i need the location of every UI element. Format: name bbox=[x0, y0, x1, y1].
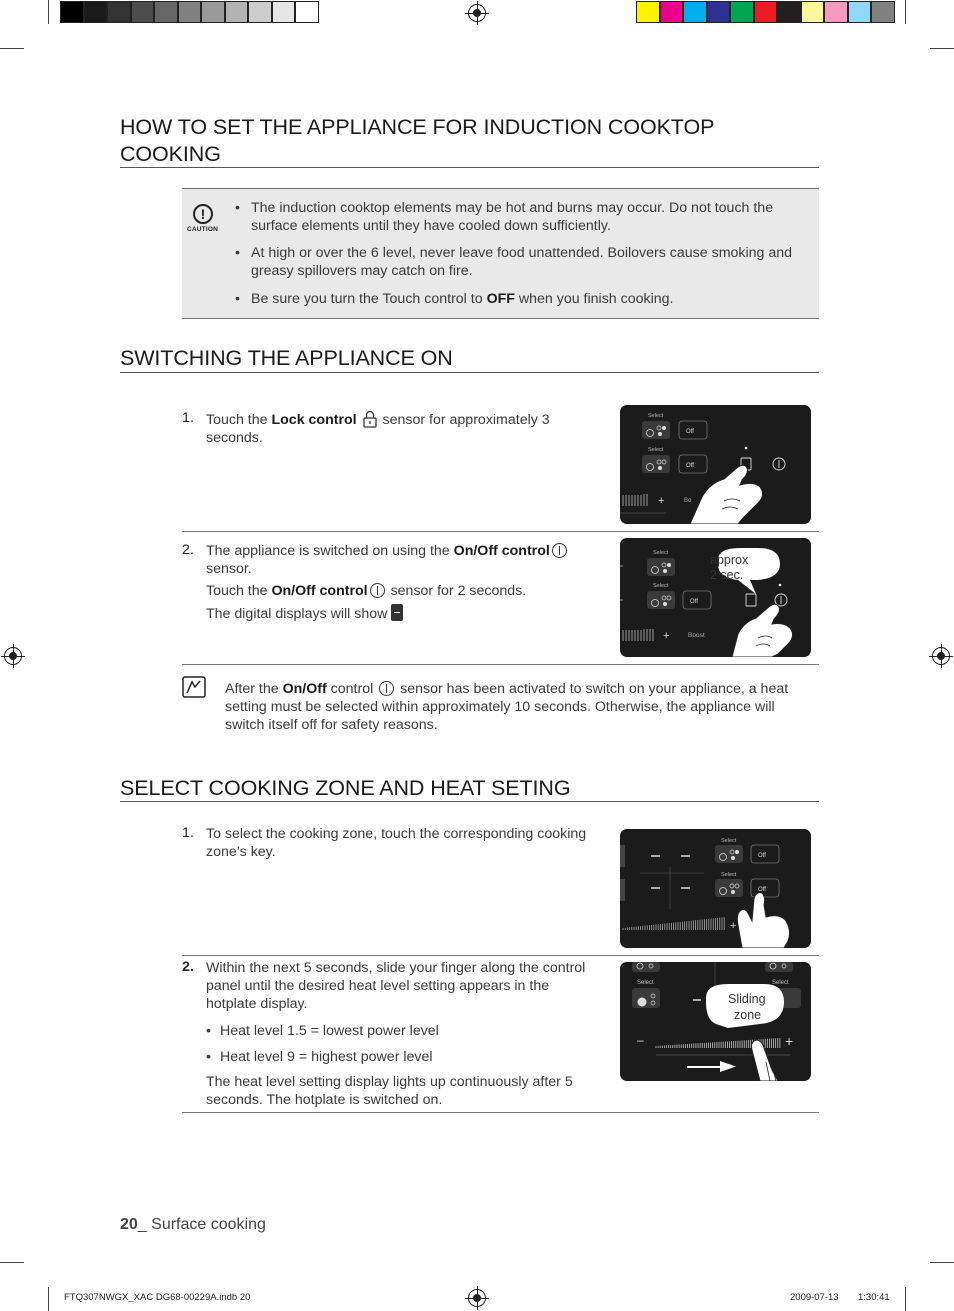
page-number: 20 bbox=[120, 1216, 138, 1233]
title-divider bbox=[120, 167, 819, 168]
registration-mark-icon bbox=[932, 647, 950, 665]
color-swatch bbox=[660, 1, 684, 23]
color-swatch bbox=[824, 1, 848, 23]
color-swatch bbox=[272, 1, 296, 23]
caution-item: • Be sure you turn the Touch control to OFF when you finish cooking. bbox=[235, 291, 674, 307]
panel-off-label: Off bbox=[758, 887, 766, 893]
panel-select-label: Select bbox=[653, 583, 669, 589]
color-swatch bbox=[801, 1, 825, 23]
control-panel-slider-image bbox=[620, 962, 811, 1081]
crop-mark bbox=[930, 48, 954, 49]
panel-off-label: Off bbox=[686, 429, 694, 435]
crop-mark bbox=[48, 0, 49, 24]
page-footer-label: _ Surface cooking bbox=[137, 1216, 266, 1233]
callout-zone: zone bbox=[734, 1008, 762, 1022]
panel-select-label: Select bbox=[648, 447, 664, 453]
caution-item: • The induction cooktop elements may be hot and burns may occur. Do not touch the surface elements until they have cooled down sufficiently. bbox=[235, 200, 774, 234]
control-panel-onoff-image bbox=[620, 538, 811, 657]
color-swatch bbox=[225, 1, 249, 23]
control-panel-lock-image bbox=[620, 405, 811, 524]
panel-off-label: Off bbox=[690, 599, 698, 605]
heat-level-item: • Heat level 9 = highest power level bbox=[206, 1049, 433, 1065]
crop-mark bbox=[0, 1262, 24, 1263]
crop-mark bbox=[48, 1287, 49, 1311]
slug-time: 1:30:41 bbox=[858, 1292, 890, 1303]
crop-mark bbox=[930, 1262, 954, 1263]
step-number: 2. bbox=[182, 959, 194, 975]
section-heading: SWITCHING THE APPLIANCE ON bbox=[120, 346, 453, 370]
color-swatch bbox=[707, 1, 731, 23]
color-swatch bbox=[295, 1, 319, 23]
slug-file: FTQ307NWGX_XAC DG68-00229A.indb 20 bbox=[64, 1292, 251, 1303]
callout-duration: 2 sec. bbox=[710, 568, 744, 582]
panel-select-label: Select bbox=[653, 550, 669, 556]
color-swatch bbox=[154, 1, 178, 23]
color-swatch bbox=[201, 1, 225, 23]
step-divider bbox=[182, 955, 819, 956]
step-number: 1 bbox=[182, 410, 190, 426]
svg-text:+: + bbox=[730, 920, 737, 932]
panel-off-label: Off bbox=[686, 463, 694, 469]
svg-text:+: + bbox=[658, 495, 665, 507]
color-swatch bbox=[871, 1, 895, 23]
caution-icon: ! bbox=[193, 204, 213, 224]
color-swatch bbox=[636, 1, 660, 23]
color-swatch bbox=[60, 1, 84, 23]
panel-boost-label: Boost bbox=[688, 632, 705, 639]
svg-text:+: + bbox=[785, 1033, 794, 1049]
step-divider bbox=[182, 531, 819, 532]
color-swatch bbox=[730, 1, 754, 23]
color-swatch bbox=[754, 1, 778, 23]
step-text: To select the cooking zone, touch the corresponding cooking zone’s key. bbox=[206, 826, 587, 860]
color-swatch bbox=[848, 1, 872, 23]
section-divider bbox=[120, 801, 819, 802]
callout-sliding: Sliding bbox=[728, 992, 766, 1006]
step-divider bbox=[182, 1112, 819, 1113]
step-number: 2 bbox=[182, 542, 190, 558]
page-footer bbox=[120, 1216, 266, 1234]
lock-icon bbox=[363, 410, 377, 428]
svg-text:–: – bbox=[637, 1033, 644, 1047]
svg-text:+: + bbox=[663, 630, 670, 642]
section-heading: SELECT COOKING ZONE AND HEAT SETING bbox=[120, 776, 571, 800]
heat-level-item: • Heat level 1.5 = lowest power level bbox=[206, 1023, 439, 1039]
panel-select-label: Select bbox=[637, 980, 654, 986]
step-text: The digital displays will show bbox=[206, 604, 606, 623]
color-swatch bbox=[248, 1, 272, 23]
note-text: After the On/Off control sensor has been activated to switch on your appliance, a heat setting must be selected within approximately 10 seconds. Otherwise, the appliance will switch itself off for safety reasons. bbox=[225, 681, 789, 733]
registration-mark-icon bbox=[468, 4, 486, 22]
caution-item: • At high or over the 6 level, never leave food unattended. Boilovers cause smoking and greasy spillovers may catch on fire. bbox=[235, 245, 793, 279]
color-swatch bbox=[131, 1, 155, 23]
step-number: 1 bbox=[182, 825, 190, 841]
panel-select-label: Select bbox=[772, 980, 789, 986]
step-text: Touch the Lock control sensor for approximately 3 seconds. bbox=[206, 412, 550, 446]
step-divider bbox=[182, 664, 819, 665]
panel-select-label: Select bbox=[721, 872, 737, 878]
caution-label: CAUTION bbox=[187, 226, 219, 233]
step-text: The appliance is switched on using the On/Off control sensor. bbox=[206, 542, 606, 578]
section-divider bbox=[120, 372, 819, 373]
step-text: The heat level setting display lights up continuously after 5 seconds. The hotplate is switched on. bbox=[206, 1074, 573, 1108]
panel-select-label: Select bbox=[721, 838, 737, 844]
crop-mark bbox=[905, 0, 906, 24]
slug-date: 2009-07-13 bbox=[790, 1292, 839, 1303]
display-dash-icon bbox=[391, 604, 403, 621]
callout-approx: approx bbox=[710, 553, 749, 567]
color-swatch bbox=[84, 1, 108, 23]
step-text: Within the next 5 seconds, slide your finger along the control panel until the desired heat level setting appears in the hotplate display. bbox=[206, 960, 586, 1012]
power-icon bbox=[552, 543, 567, 558]
color-swatch bbox=[107, 1, 131, 23]
control-panel-zone-image bbox=[620, 829, 811, 948]
step-text: Touch the On/Off control sensor for 2 seconds. bbox=[206, 583, 527, 599]
crop-mark bbox=[905, 1287, 906, 1311]
power-icon bbox=[379, 681, 394, 696]
note-icon bbox=[182, 676, 206, 698]
crop-mark bbox=[0, 48, 24, 49]
registration-mark-icon bbox=[468, 1289, 486, 1307]
page-title: HOW TO SET THE APPLIANCE FOR INDUCTION COOKTOP COOKING bbox=[120, 115, 714, 166]
color-swatch bbox=[683, 1, 707, 23]
panel-boost-label: Bo bbox=[684, 498, 692, 504]
power-icon bbox=[370, 583, 385, 598]
panel-select-label: Select bbox=[648, 413, 664, 419]
registration-mark-icon bbox=[4, 647, 22, 665]
panel-off-label: Off bbox=[758, 853, 766, 859]
color-swatch bbox=[178, 1, 202, 23]
color-swatch bbox=[777, 1, 801, 23]
